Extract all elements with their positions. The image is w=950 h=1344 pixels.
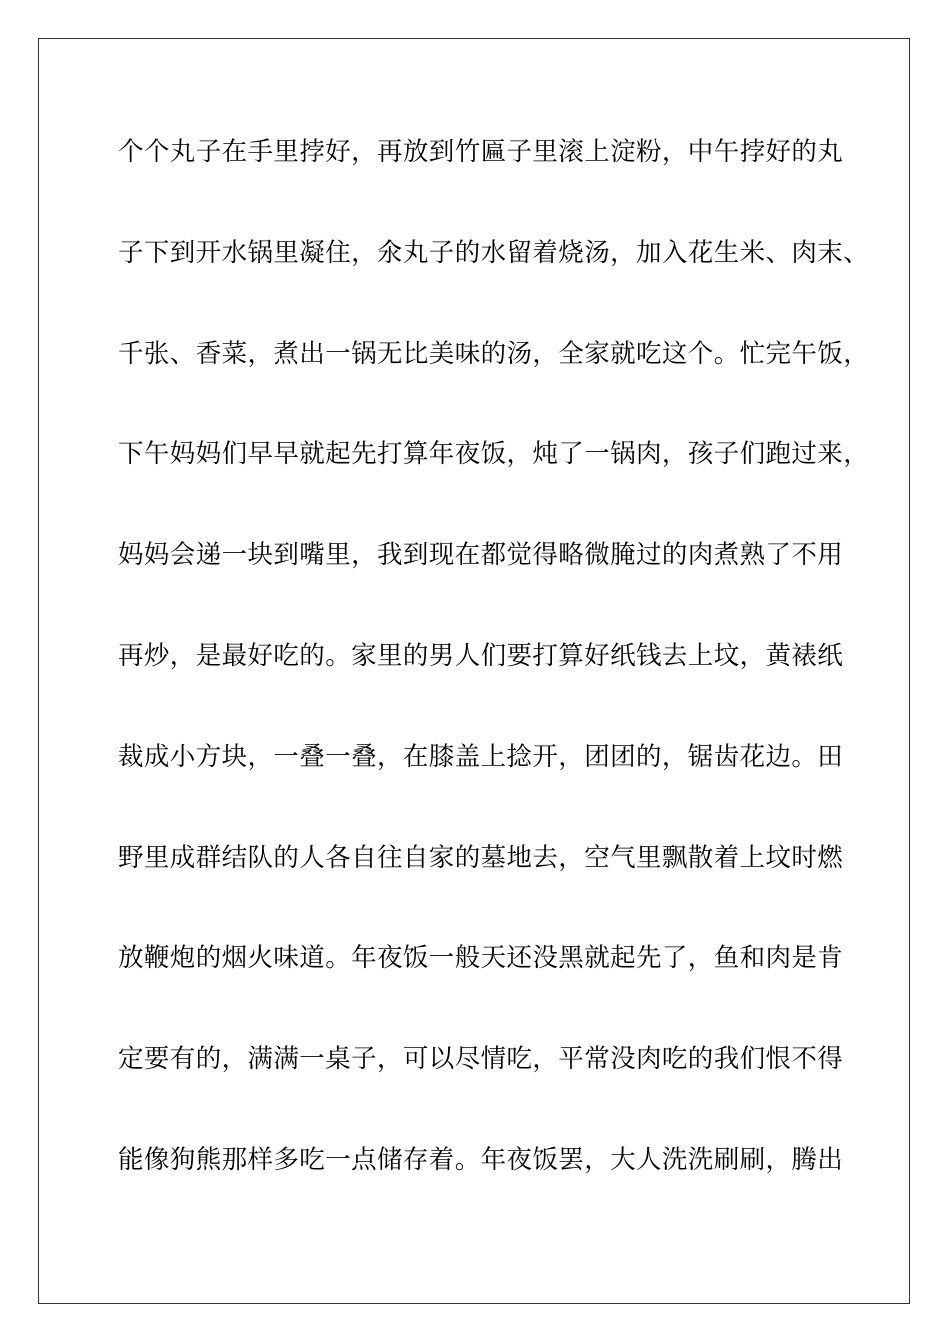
text-line-6: 再炒，是最好吃的。家里的男人们要打算好纸钱去上坟，黄裱纸 bbox=[118, 640, 844, 671]
text-line-8: 野里成群结队的人各自往自家的墓地去，空气里飘散着上坟时燃 bbox=[118, 842, 844, 873]
text-line-1: 个个丸子在手里挬好，再放到竹匾子里滚上淀粉，中午挬好的丸 bbox=[118, 137, 844, 167]
body-text bbox=[118, 128, 870, 1237]
text-line-5: 妈妈会递一块到嘴里，我到现在都觉得略微腌过的肉煮熟了不用 bbox=[118, 540, 844, 571]
text-line-7: 裁成小方块，一叠一叠，在膝盖上捻开，团团的，锯齿花边。田 bbox=[118, 741, 844, 772]
text-line-3: 千张、香菜，煮出一锅无比美味的汤，全家就吃这个。忙完午饭， bbox=[118, 338, 870, 369]
text-line-4: 下午妈妈们早早就起先打算年夜饭，炖了一锅肉，孩子们跑过来， bbox=[118, 439, 870, 470]
text-line-10: 定要有的，满满一桌子，可以尽情吃，平常没肉吃的我们恨不得 bbox=[118, 1044, 844, 1075]
text-line-9: 放鞭炮的烟火味道。年夜饭一般天还没黑就起先了，鱼和肉是肯 bbox=[118, 943, 844, 974]
text-line-2: 子下到开水锅里凝住，氽丸子的水留着烧汤，加入花生米、肉末、 bbox=[118, 237, 870, 268]
text-line-11: 能像狗熊那样多吃一点储存着。年夜饭罢，大人洗洗刷刷，腾出 bbox=[118, 1144, 844, 1175]
